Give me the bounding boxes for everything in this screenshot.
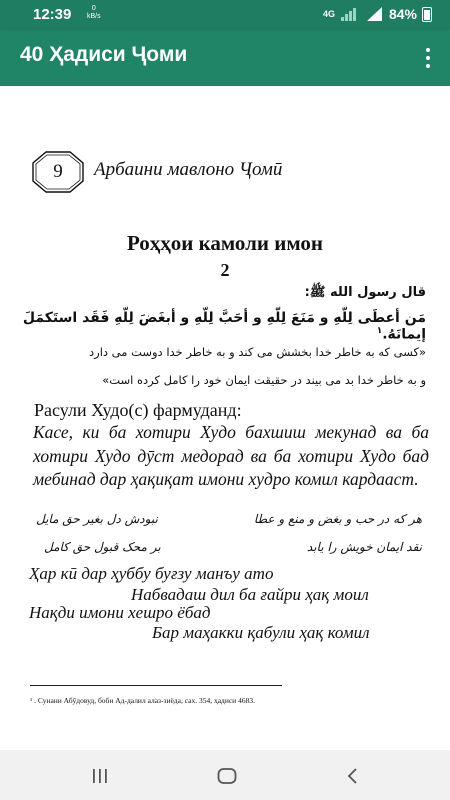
recent-apps-button[interactable] [88, 764, 112, 788]
persian-translation-line-1: «کسی که به خاطر خدا بخشش می کند و به خاطر خدا دوست می دارد [89, 345, 426, 359]
octagon-badge [32, 151, 84, 193]
network-speed [87, 5, 101, 21]
back-button[interactable] [341, 764, 365, 788]
hadith-intro: قال رسول الله ﷺ: [304, 285, 426, 300]
footnote-divider [30, 685, 282, 686]
network-type: 4G [322, 9, 335, 19]
network-speed-value: 0 [91, 5, 96, 12]
translation-heading: Расули Худо(с) фармуданд: [34, 400, 242, 420]
recent-apps-icon [88, 764, 112, 788]
persian-translation-line-2: و به خاطر خدا بد می بیند در حقیقت ایمان خود را کامل کرده است» [102, 373, 426, 387]
tajik-poem-line-1: Ҳар кӣ дар ҳуббу буғзу манъу ато [29, 564, 274, 583]
section-title: Роҳҳои камоли имон [126, 231, 324, 255]
cell-signal-icon [367, 7, 383, 21]
footnote: ¹ . Сунани Абӯдовуд, боби Ад-далил алаз-зиёда, сах. 354, ҳадиси 4683. [30, 696, 255, 705]
more-options-button[interactable] [420, 44, 436, 72]
wifi-signal-icon [341, 7, 367, 21]
hadith-arabic-text: مَن أعطَى لِلّهِ و مَنَعَ لِلّهِ و أحَبَّ لِلّهِ و أبغَضَ لِلّهِ فَقَد استَكمَلَ إيمانَهُ. [22, 310, 426, 343]
page-badge [32, 151, 84, 193]
section-number: 2 [220, 260, 230, 280]
translation-text: Касе, ки ба хотири Худо бахшиш мекунад ва ба хотири Худо дӯст медорад ва ба хотири Худо бад мебинад дар ҳақиқат имони худро комил кардааст. [33, 422, 429, 489]
battery-percent: 84% [388, 6, 417, 22]
tajik-poem-line-4: Бар маҳакки қабули ҳақ комил [152, 623, 370, 642]
hadith-arabic [16, 310, 426, 343]
battery-icon [422, 7, 432, 22]
header-caption: Арбаини мавлоно Ҷомӣ [94, 159, 283, 180]
status-icons [323, 6, 432, 22]
persian-poem-line-1-right: هر كه در حب و بغض و منع و عطا [253, 512, 422, 526]
persian-poem-line-2-right: نقد ايمان خويش را يابد [306, 540, 422, 554]
page-number: 9 [53, 161, 63, 182]
status-time: 12:39 [33, 6, 72, 23]
back-icon [341, 764, 365, 788]
status-bar [0, 0, 450, 30]
home-icon [215, 764, 239, 788]
persian-poem-line-1-left: نبودش دل بغير حق مايل [36, 512, 158, 526]
system-nav-bar [0, 750, 450, 800]
home-button[interactable] [215, 764, 239, 788]
footnote-marker[interactable]: ١ [376, 326, 383, 336]
network-speed-unit: kB/s [87, 13, 101, 20]
app-title: 40 Ҳадиси Ҷоми [20, 43, 188, 66]
app-bar [0, 30, 450, 86]
tajik-poem-line-3: Нақди имони хешро ёбад [29, 603, 211, 622]
persian-poem-line-2-left: بر محک قبول حق كامل [44, 540, 161, 554]
tajik-poem-line-2: Набвадаш дил ба ғайри ҳақ моил [131, 585, 369, 604]
more-vert-icon [426, 48, 430, 52]
